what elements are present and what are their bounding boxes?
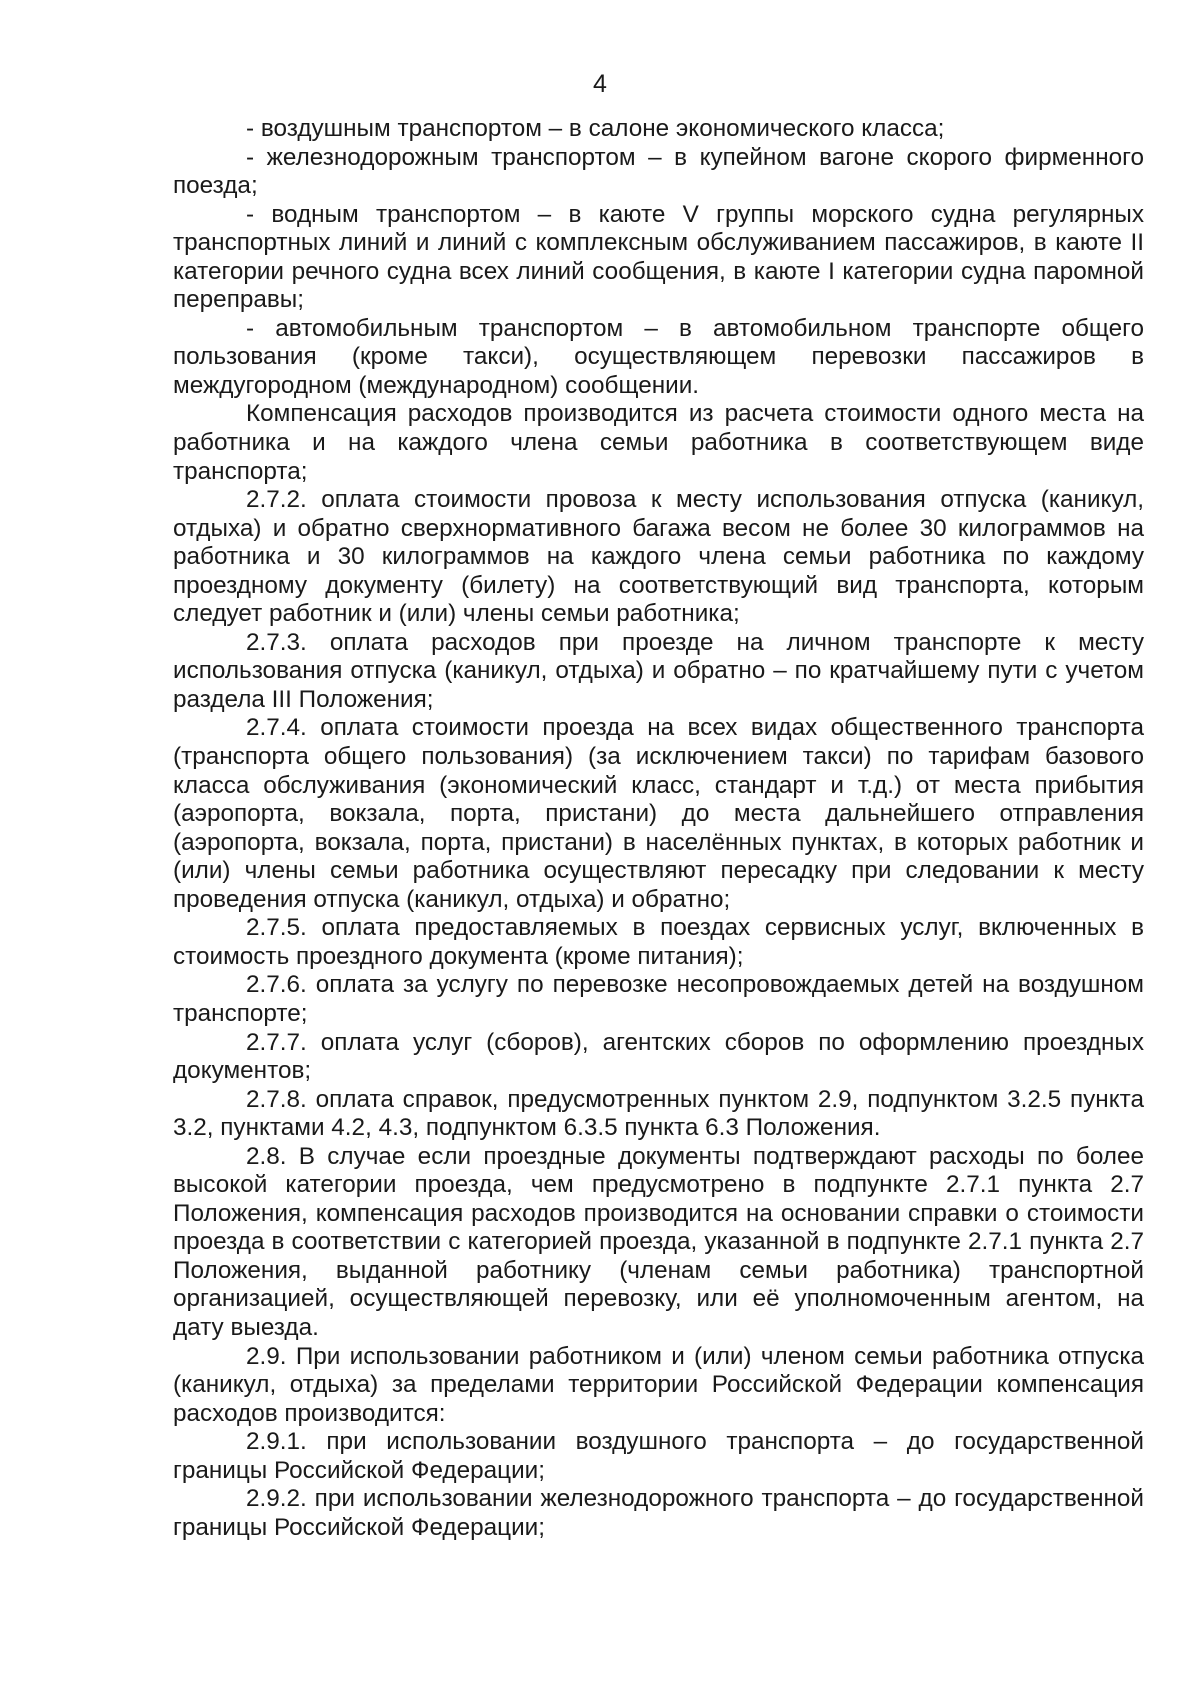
paragraph: 2.8. В случае если проездные документы подтверждают расходы по более высокой категории проезда, чем предусмотрено в подпункте 2.7.1 пункта 2.7 Положения, компенсация расходов производится на основании справки о стоимости проезда в соответствии с категорией проезда, указанной в подпункте 2.7.1 пункта 2.7 Положения, выданной работнику (членам семьи работника) транспортной организацией, осуществляющей перевозку, или её уполномоченным агентом, на дату выезда. [173, 1142, 1144, 1341]
paragraph: Компенсация расходов производится из расчета стоимости одного места на работника и на каждого члена семьи работника в соответствующем виде транспорта; [173, 400, 1144, 485]
page-number: 4 [593, 70, 607, 98]
paragraph: 2.7.2. оплата стоимости провоза к месту использования отпуска (каникул, отдыха) и обратно сверхнормативного багажа весом не более 30 килограммов на работника и 30 килограммов на каждого члена семьи работника по каждому проездному документу (билету) на соответствующий вид транспорта, которым следует работник и (или) члены семьи работника; [173, 486, 1144, 628]
paragraph: 2.7.4. оплата стоимости проезда на всех видах общественного транспорта (транспорта общего пользования) (за исключением такси) по тарифам базового класса обслуживания (экономический класс, стандарт и т.д.) от места прибытия (аэропорта, вокзала, порта, пристани) до места дальнейшего отправления (аэропорта, вокзала, порта, пристани) в населённых пунктах, в которых работник и (или) члены семьи работника осуществляют пересадку при следовании к месту проведения отпуска (каникул, отдыха) и обратно; [173, 714, 1144, 913]
paragraph: 2.7.8. оплата справок, предусмотренных пунктом 2.9, подпунктом 3.2.5 пункта 3.2, пунктами 4.2, 4.3, подпунктом 6.3.5 пункта 6.3 Положения. [173, 1085, 1144, 1142]
paragraph: - воздушным транспортом – в салоне экономического класса; [246, 115, 945, 142]
paragraph: 2.9.2. при использовании железнодорожного транспорта – до государственной границы Российской Федерации; [173, 1485, 1144, 1541]
paragraph: - водным транспортом – в каюте V группы морского судна регулярных транспортных линий и линий с комплексным обслуживанием пассажиров, в каюте II категории речного судна всех линий сообщения, в каюте I категории судна паромной переправы; [173, 200, 1144, 314]
paragraph: 2.7.7. оплата услуг (сборов), агентских сборов по оформлению проездных документов; [173, 1028, 1144, 1085]
paragraph: 2.7.6. оплата за услугу по перевозке несопровождаемых детей на воздушном транспорте; [173, 971, 1144, 1027]
paragraph: 2.7.5. оплата предоставляемых в поездах сервисных услуг, включенных в стоимость проездного документа (кроме питания); [173, 914, 1144, 970]
paragraph: 2.9.1. при использовании воздушного транспорта – до государственной границы Российской Федерации; [173, 1428, 1144, 1484]
paragraph: 2.9. При использовании работником и (или) членом семьи работника отпуска (каникул, отдыха) за пределами территории Российской Федерации компенсация расходов производится: [173, 1342, 1144, 1427]
paragraph: - железнодорожным транспортом – в купейном вагоне скорого фирменного поезда; [173, 143, 1144, 200]
document-body [173, 115, 1144, 1542]
paragraph: - автомобильным транспортом – в автомобильном транспорте общего пользования (кроме такси), осуществляющем перевозки пассажиров в междугородном (международном) сообщении. [173, 314, 1144, 399]
paragraph: 2.7.3. оплата расходов при проезде на личном транспорте к месту использования отпуска (каникул, отдыха) и обратно – по кратчайшему пути с учетом раздела III Положения; [173, 628, 1144, 713]
